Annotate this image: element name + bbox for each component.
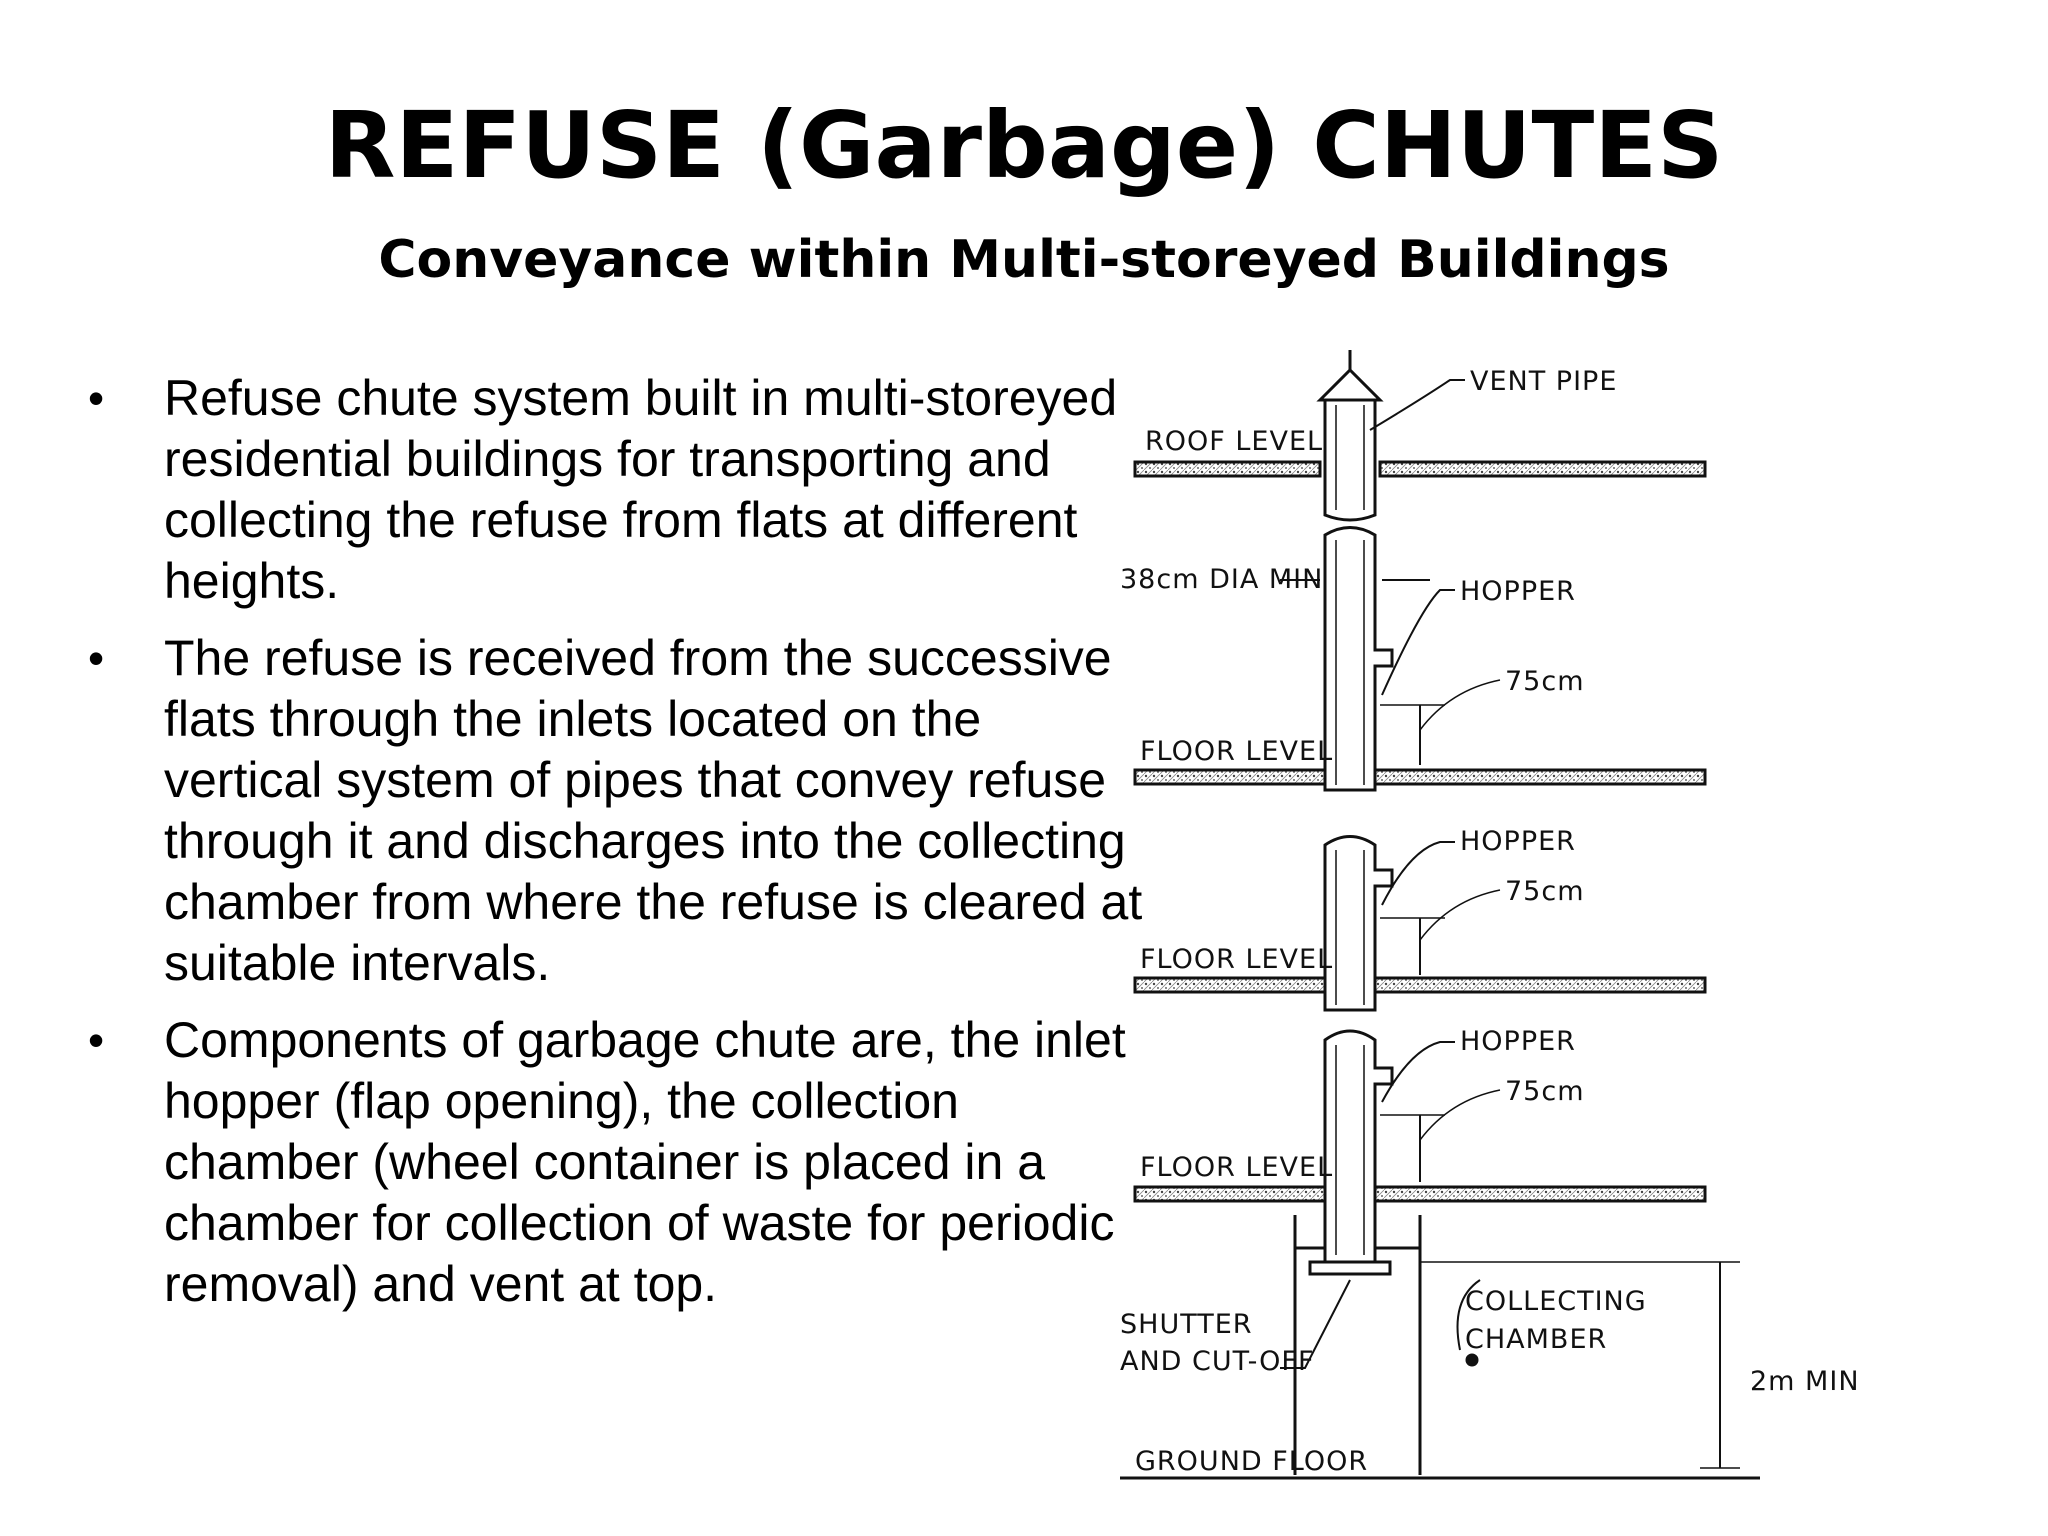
bullet-text: Refuse chute system built in multi-storeyed residential buildings for transporting and collecting the refuse from flats at different heights. <box>164 370 1118 609</box>
bullet-list <box>70 368 1150 1331</box>
bullet-item <box>70 628 1150 994</box>
label-chamber: CHAMBER <box>1465 1324 1608 1355</box>
label-2m-min: 2m MIN <box>1750 1366 1860 1397</box>
bullet-dot-icon: • <box>88 372 105 424</box>
label-floor-level: FLOOR LEVEL <box>1140 1152 1334 1183</box>
roof-slab <box>1135 462 1320 476</box>
label-ground-floor: GROUND FLOOR <box>1135 1446 1369 1477</box>
label-hopper: HOPPER <box>1460 826 1576 857</box>
label-75cm: 75cm <box>1505 876 1585 907</box>
floor-slab <box>1135 770 1325 784</box>
bullet-item <box>70 1010 1150 1315</box>
shutter-plate <box>1310 1262 1390 1274</box>
bullet-dot-icon: • <box>88 632 105 684</box>
bullet-text: The refuse is received from the successive flats through the inlets located on the vertical system of pipes that convey refuse through it and discharges into the collecting chamber from where the refuse is cleared at suitable intervals. <box>164 630 1143 991</box>
label-75cm: 75cm <box>1505 666 1585 697</box>
bullet-text: Components of garbage chute are, the inlet hopper (flap opening), the collection chamber (wheel container is placed in a chamber for collection of waste for periodic removal) and vent at top. <box>164 1012 1126 1312</box>
bullet-item <box>70 368 1150 612</box>
label-cut-off: AND CUT-OFF <box>1120 1346 1315 1377</box>
slide-title: REFUSE (Garbage) CHUTES <box>324 92 1724 199</box>
refuse-chute-diagram <box>1120 350 1880 1500</box>
label-roof-level: ROOF LEVEL <box>1145 426 1324 457</box>
label-dia-min: 38cm DIA MIN <box>1120 564 1324 595</box>
label-floor-level: FLOOR LEVEL <box>1140 944 1334 975</box>
label-75cm: 75cm <box>1505 1076 1585 1107</box>
slide-subtitle: Conveyance within Multi-storeyed Buildings <box>378 230 1670 290</box>
label-collecting: COLLECTING <box>1465 1286 1647 1317</box>
label-shutter: SHUTTER <box>1120 1309 1253 1340</box>
vent-cap <box>1320 370 1380 400</box>
label-floor-level: FLOOR LEVEL <box>1140 736 1334 767</box>
label-hopper: HOPPER <box>1460 576 1576 607</box>
label-hopper: HOPPER <box>1460 1026 1576 1057</box>
label-vent-pipe: VENT PIPE <box>1470 366 1618 397</box>
bullet-dot-icon: • <box>88 1014 105 1066</box>
